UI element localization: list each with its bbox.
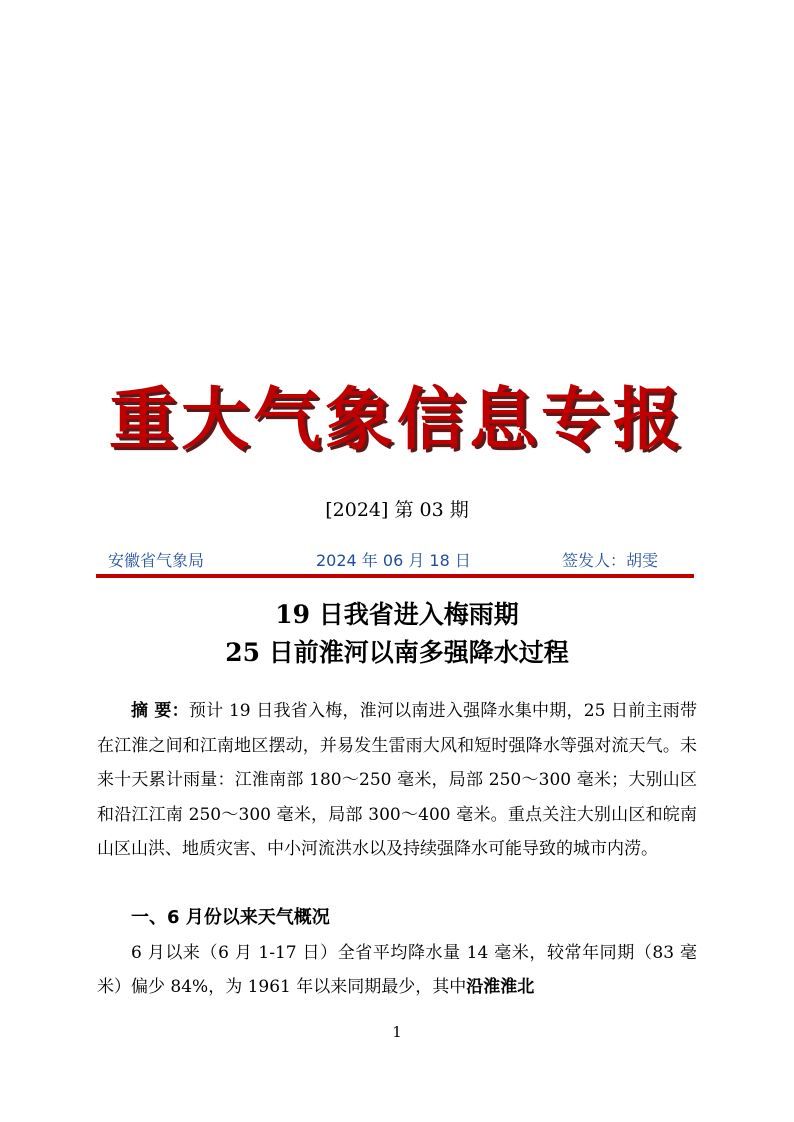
issuing-organization: 安徽省气象局 <box>108 551 205 570</box>
section-body-paragraph <box>97 937 697 1004</box>
section-body-emphasis: 沿淮淮北 <box>466 976 535 997</box>
section-heading: 一、6 月份以来天气概况 <box>131 907 330 928</box>
headline-line-1: 19 日我省进入梅雨期 <box>275 600 519 629</box>
abstract-text: 预计 19 日我省入梅，淮河以南进入强降水集中期，25 日前主雨带在江淮之间和江南地区摆动，并易发生雷雨大风和短时强降水等强对流天气。未来十天累计雨量：江淮南部 180～250 毫米，局部 250～300 毫米；大别山区和沿江江南 250～300 毫米，局部 300～400 毫米。重点关注大别山区和皖南山区山洪、地质灾害、中小河流洪水以及持续强降水可能导致的城市内涝。 <box>97 701 697 860</box>
headline-line-2: 25 日前淮河以南多强降水过程 <box>225 638 569 667</box>
abstract-label: 摘 要： <box>131 701 189 721</box>
page-number: 1 <box>392 1023 402 1041</box>
abstract-paragraph <box>97 694 697 867</box>
red-divider <box>96 574 694 578</box>
masthead-title: 重大气象信息专报 <box>108 380 685 460</box>
signer: 签发人：胡雯 <box>562 551 659 570</box>
section-body-text: 6 月以来（6 月 1-17 日）全省平均降水量 14 毫米，较常年同期（83 毫米）偏少 84%，为 1961 年以来同期最少，其中 <box>97 943 697 997</box>
issue-number: [2024] 第 03 期 <box>325 499 469 521</box>
issue-date: 2024 年 06 月 18 日 <box>316 551 471 570</box>
